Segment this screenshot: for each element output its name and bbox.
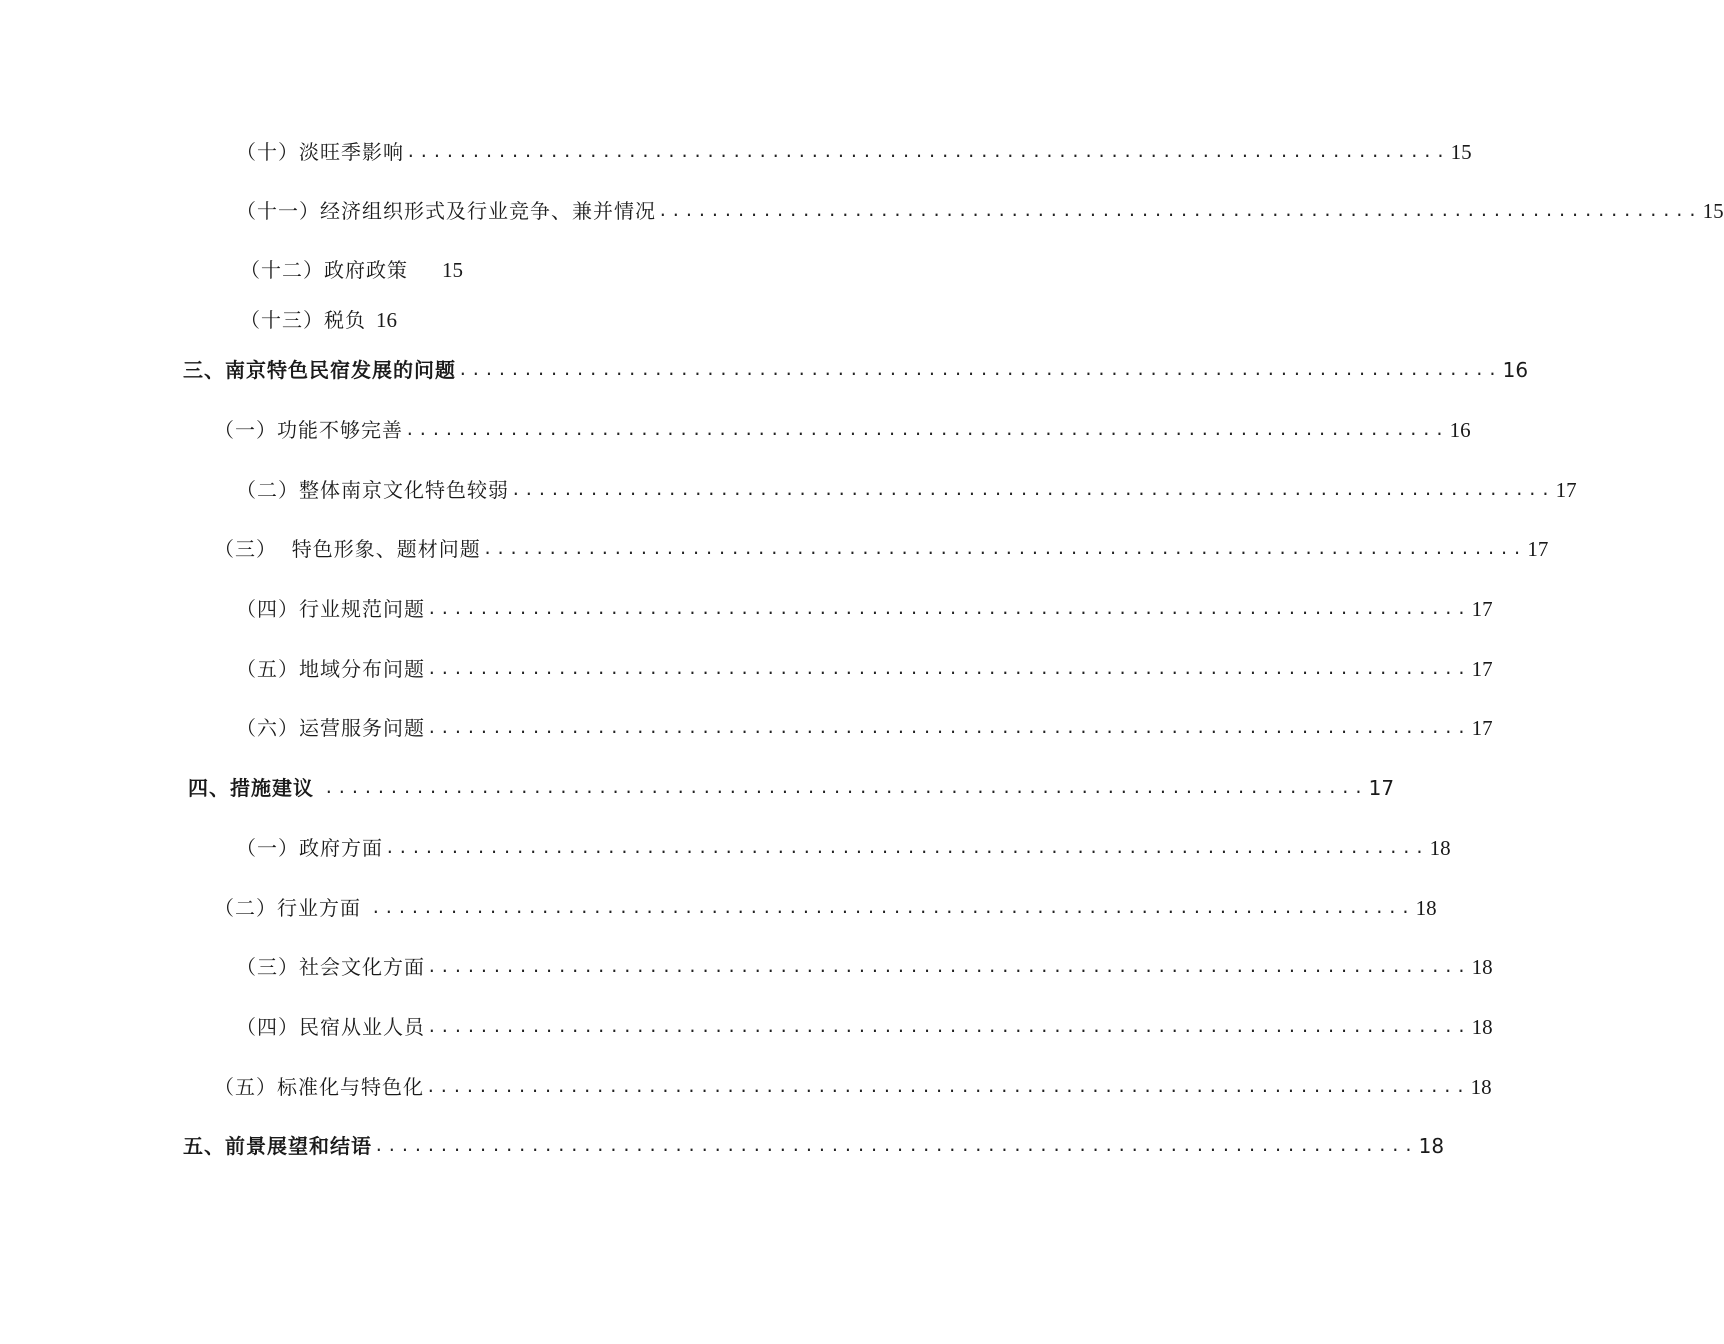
toc-entry-page: 16: [1449, 418, 1471, 442]
toc-dot-leader: ................................................................................: [482, 539, 1526, 558]
toc-entry: [236, 473, 1577, 507]
toc-dot-leader: ................................................................................: [405, 420, 1448, 439]
toc-entry-title: （四）民宿从业人员: [236, 1015, 425, 1039]
toc-dot-leader: ................................................................................: [371, 898, 1414, 917]
toc-entry: [236, 950, 1493, 984]
toc-entry-title: 五、前景展望和结语: [183, 1134, 372, 1158]
toc-entry: [214, 891, 1437, 925]
toc-entry-title: （六）运营服务问题: [236, 716, 425, 740]
toc-entry-page: 17: [1471, 597, 1493, 621]
toc-entry-page: 18: [1471, 955, 1493, 979]
toc-entry: [214, 1070, 1492, 1104]
toc-entry-page: 16: [1502, 358, 1529, 382]
toc-dot-leader: ................................................................................: [658, 201, 1701, 220]
toc-entry: [236, 194, 1724, 228]
toc-dot-leader: ................................................................................: [427, 718, 1470, 737]
toc-entry: [236, 711, 1493, 745]
toc-entry-title: （二）整体南京文化特色较弱: [236, 478, 509, 502]
toc-section-heading: [183, 1129, 1445, 1163]
toc-entry-title: （十二）政府政策: [240, 258, 408, 282]
toc-entry-title: （五）标准化与特色化: [214, 1075, 424, 1099]
toc-entry-page: 18: [1418, 1134, 1445, 1158]
toc-section-heading: [183, 353, 1529, 387]
toc-entry-page: 17: [1555, 478, 1577, 502]
toc-dot-leader: ................................................................................: [427, 957, 1470, 976]
toc-entry: [236, 831, 1451, 865]
toc-entry-page: 15: [1702, 199, 1724, 223]
toc-entry: [236, 652, 1493, 686]
toc-entry-title: （十三）税负: [240, 308, 366, 332]
toc-entry-page: 15: [442, 258, 463, 282]
toc-entry-page: 17: [1471, 657, 1493, 681]
toc-entry: [236, 135, 1472, 169]
toc-dot-leader: ................................................................................: [324, 778, 1367, 797]
toc-entry-title: （三） 特色形象、题材问题: [214, 537, 481, 561]
toc-dot-leader: ................................................................................: [374, 1136, 1417, 1155]
toc-entry: [240, 303, 397, 337]
toc-entry-title: 四、措施建议: [188, 776, 314, 800]
toc-dot-leader: ................................................................................: [385, 838, 1428, 857]
toc-entry: [240, 253, 463, 287]
toc-entry-page: 17: [1471, 716, 1493, 740]
toc-entry-title: （十）淡旺季影响: [236, 140, 404, 164]
toc-entry-title: （三）社会文化方面: [236, 955, 425, 979]
toc-entry-title: （五）地域分布问题: [236, 657, 425, 681]
toc-entry-title: （一）政府方面: [236, 836, 383, 860]
toc-dot-leader: ................................................................................: [427, 659, 1470, 678]
toc-entry-page: 18: [1429, 836, 1451, 860]
toc-entry: [214, 532, 1549, 566]
toc-dot-leader: ................................................................................: [427, 599, 1470, 618]
toc-entry-page: 17: [1368, 776, 1395, 800]
toc-entry-page: 16: [376, 308, 397, 332]
toc-entry: [236, 592, 1493, 626]
toc-entry-page: 18: [1415, 896, 1437, 920]
toc-entry: [236, 1010, 1493, 1044]
toc-entry-page: 18: [1470, 1075, 1492, 1099]
toc-dot-leader: ................................................................................: [427, 1017, 1470, 1036]
toc-entry-page: 18: [1471, 1015, 1493, 1039]
toc-entry-title: 三、南京特色民宿发展的问题: [183, 358, 456, 382]
toc-dot-leader: ................................................................................: [426, 1077, 1469, 1096]
toc-entry-title: （二）行业方面: [214, 896, 361, 920]
toc-entry-title: （一）功能不够完善: [214, 418, 403, 442]
toc-dot-leader: ................................................................................: [458, 360, 1501, 379]
toc-entry: [214, 413, 1471, 447]
toc-entry-page: 15: [1450, 140, 1472, 164]
toc-dot-leader: ................................................................................: [511, 480, 1554, 499]
toc-entry-title: （四）行业规范问题: [236, 597, 425, 621]
toc-entry-page: 17: [1527, 537, 1549, 561]
toc-section-heading: [188, 771, 1395, 805]
toc-dot-leader: ................................................................................: [406, 142, 1449, 161]
toc-entry-title: （十一）经济组织形式及行业竞争、兼并情况: [236, 199, 656, 223]
